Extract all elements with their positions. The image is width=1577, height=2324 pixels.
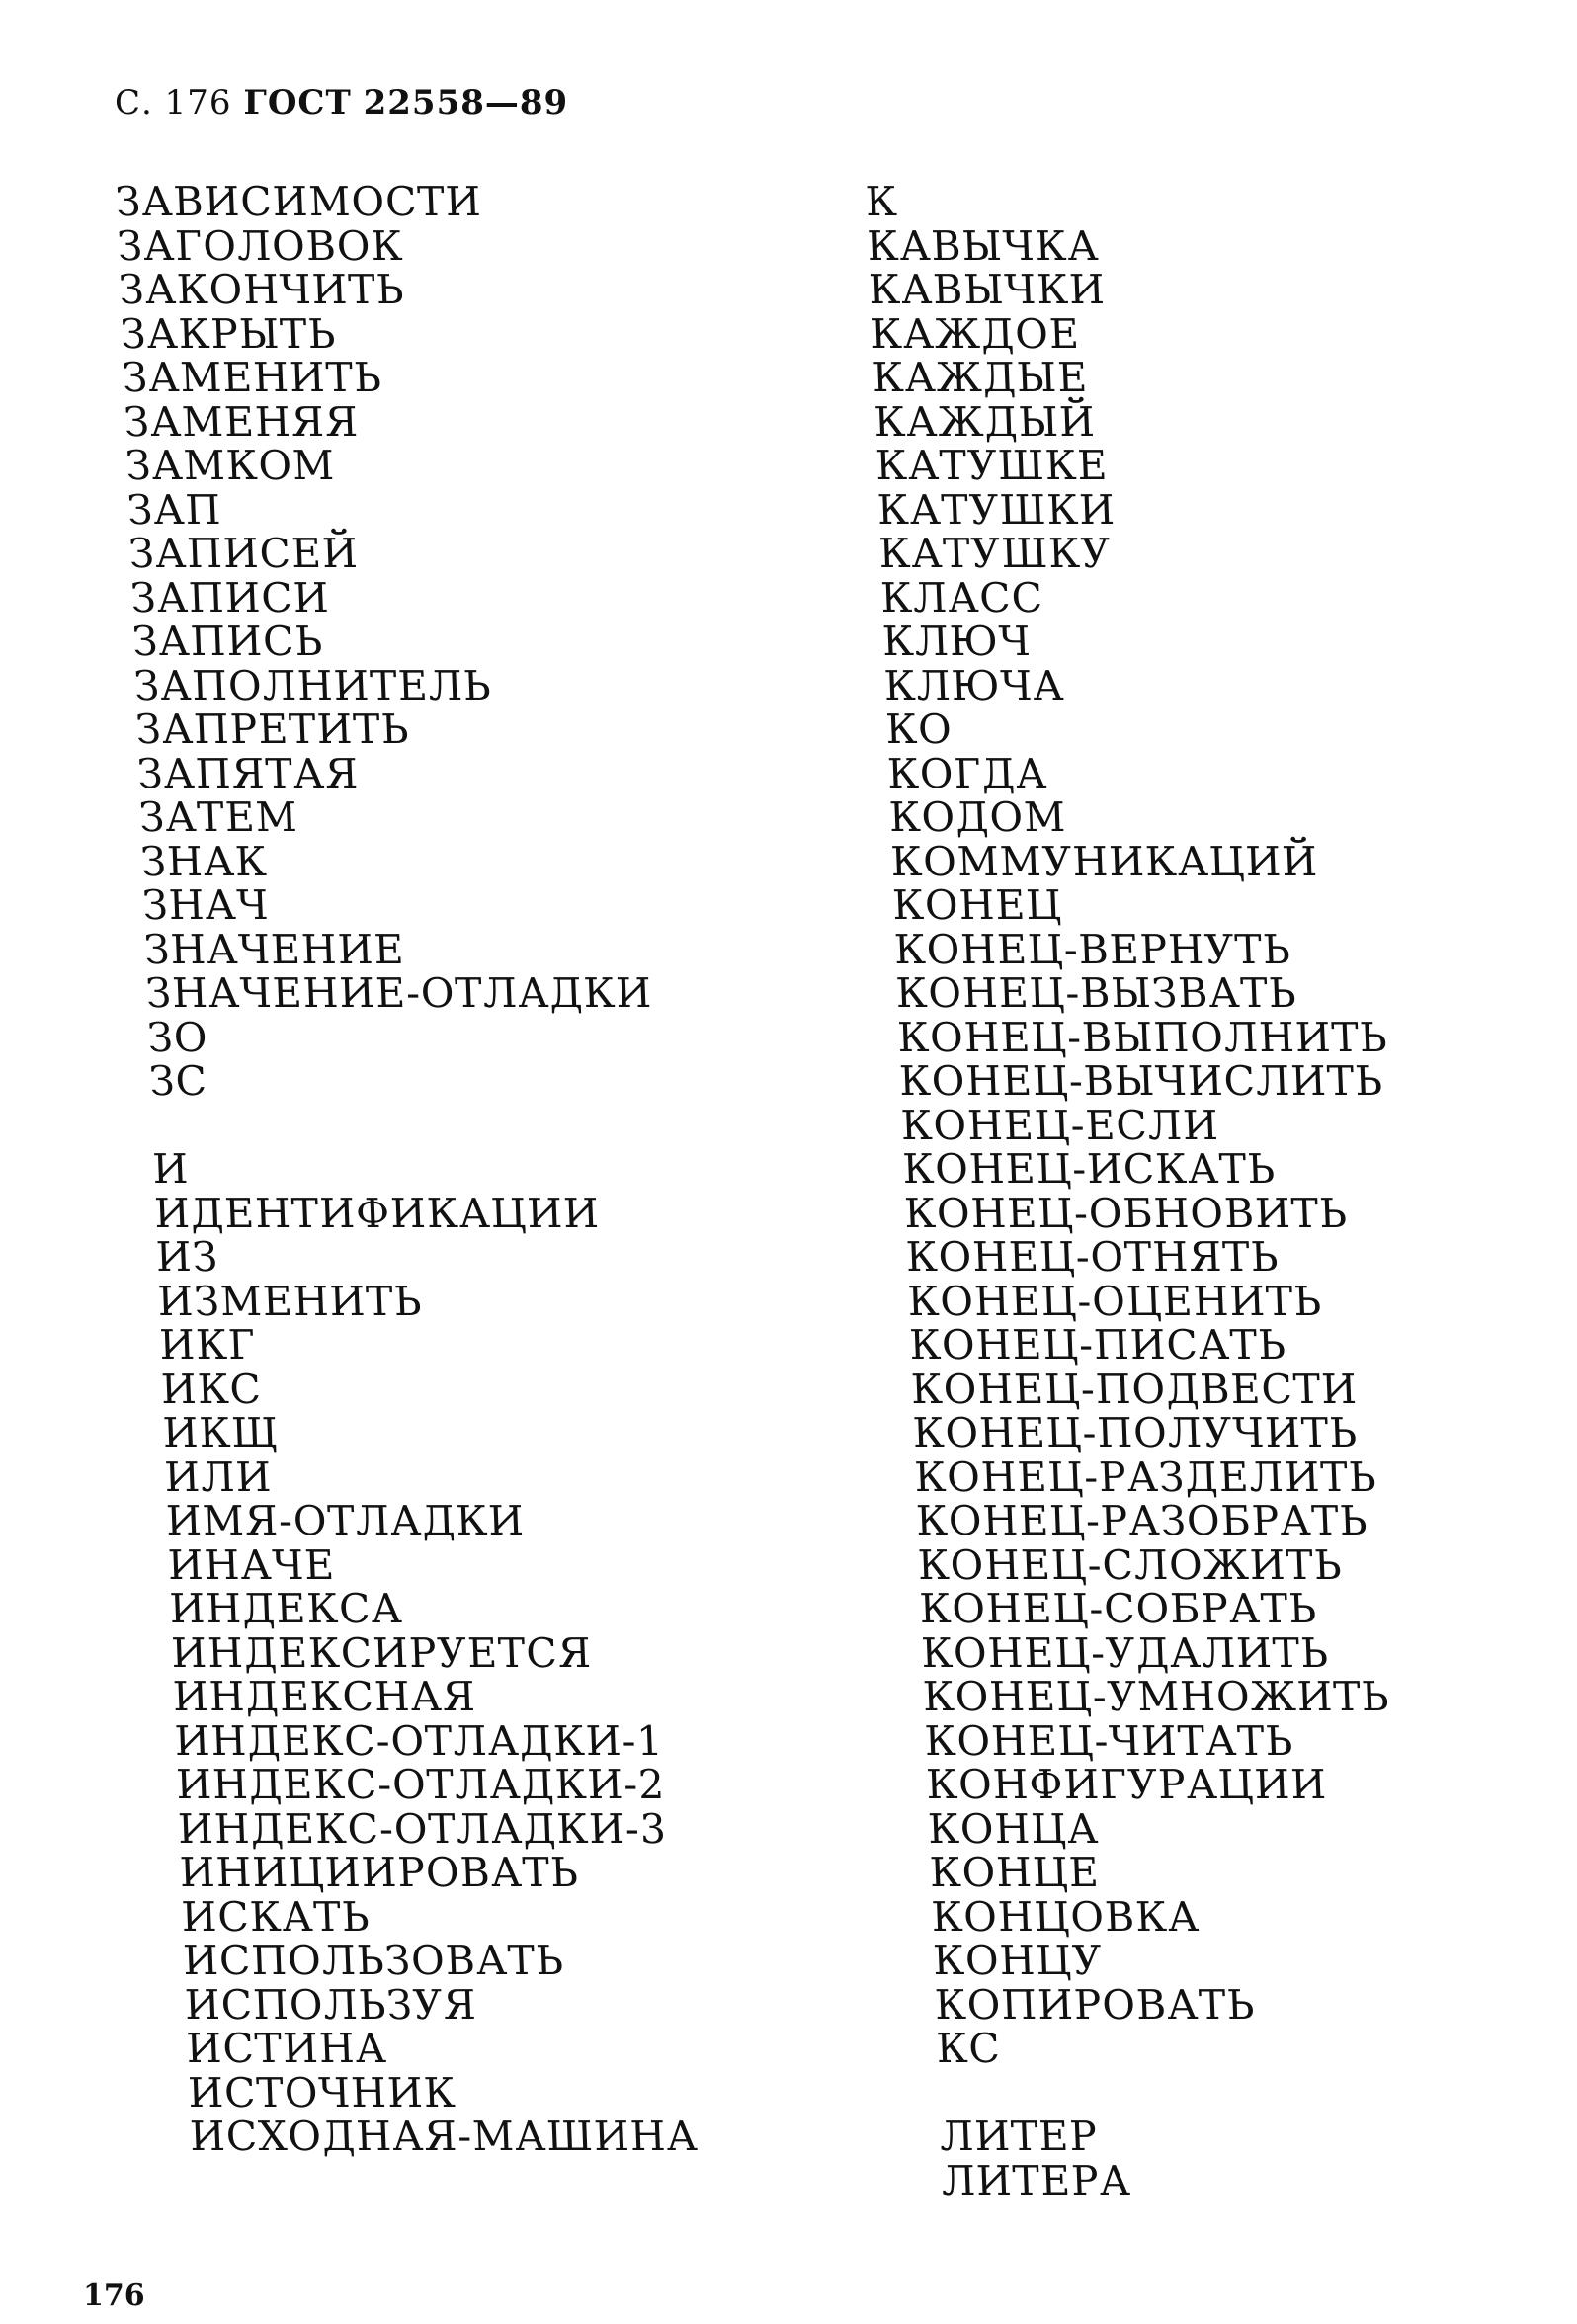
keyword-item: КОНЕЦ-ЕСЛИ xyxy=(899,1101,1220,1149)
keyword-item: КОНЕЦ-ПОЛУЧИТЬ xyxy=(911,1409,1359,1456)
keyword-item: КАТУШКИ xyxy=(875,485,1117,534)
keyword-item: КЛЮЧ xyxy=(881,618,1033,665)
keyword-item: КОНФИГУРАЦИИ xyxy=(925,1761,1328,1808)
keyword-item: ИКГ xyxy=(158,1321,257,1369)
keyword-item: ЗО xyxy=(146,1013,209,1061)
keyword-item: КАЖДЫЙ xyxy=(872,397,1097,446)
keyword-item: ЗС xyxy=(148,1057,208,1105)
keyword-item: ИНДЕКС-ОТЛАДКИ-3 xyxy=(177,1804,668,1853)
keyword-item: ИНДЕКС-ОТЛАДКИ-1 xyxy=(173,1716,665,1765)
keyword-item: КЛЮЧА xyxy=(882,661,1066,709)
keyword-item: ИКС xyxy=(160,1365,263,1413)
keyword-item: ИСТОЧНИК xyxy=(187,2068,457,2116)
keyword-item: КОНЕЦ-УМНОЖИТЬ xyxy=(922,1673,1391,1720)
keyword-item: КОНЕЦ-ОТНЯТЬ xyxy=(904,1233,1281,1281)
keyword-item: ЗАМКОМ xyxy=(124,442,336,489)
keyword-item: КАТУШКУ xyxy=(877,530,1113,577)
keyword-item: ИМЯ-ОТЛАДКИ xyxy=(165,1497,526,1544)
keyword-item: К xyxy=(864,178,899,225)
header-standard: ГОСТ xyxy=(243,83,352,123)
page-number: 176 xyxy=(83,2279,145,2313)
keyword-item: ИКЩ xyxy=(161,1409,280,1456)
keyword-item: ЗАПИСЬ xyxy=(131,618,324,665)
keyword-item: КОДОМ xyxy=(887,793,1067,841)
keyword-item: ЗНАЧЕНИЕ-ОТЛАДКИ xyxy=(144,969,653,1017)
keyword-item: ИСТИНА xyxy=(185,2025,388,2072)
keyword-item: КС xyxy=(935,2025,1002,2072)
keyword-item: ЗАП xyxy=(125,485,223,534)
page-header xyxy=(115,83,568,123)
keyword-item: КОНЕЦ-РАЗОБРАТЬ xyxy=(915,1497,1370,1544)
keyword-item: КОНЕЦ-ВЫЗВАТЬ xyxy=(894,969,1298,1017)
keyword-item: ИНДЕКСИРУЕТСЯ xyxy=(170,1628,593,1677)
keyword-list-right xyxy=(865,180,1433,2202)
keyword-item: ЗАВИСИМОСТИ xyxy=(114,178,483,225)
keyword-item: ИНДЕКС-ОТЛАДКИ-2 xyxy=(175,1761,667,1808)
section-gap xyxy=(150,1104,660,1148)
keyword-item: ИНДЕКСНАЯ xyxy=(172,1673,477,1720)
header-standard-number: 22558—89 xyxy=(363,83,569,123)
keyword-item: КОНЦУ xyxy=(932,1937,1104,1984)
keyword-item: КОНЕЦ-УДАЛИТЬ xyxy=(920,1628,1330,1677)
keyword-item: КОНЕЦ-СЛОЖИТЬ xyxy=(916,1540,1344,1589)
keyword-item: КОНЕЦ-ВЫПОЛНИТЬ xyxy=(896,1013,1389,1061)
keyword-item: ИСПОЛЬЗОВАТЬ xyxy=(182,1937,565,1984)
keyword-item: КОНЕЦ-ВЕРНУТЬ xyxy=(892,925,1292,973)
keyword-item: ЗАКРЫТЬ xyxy=(120,309,338,358)
keyword-item: И xyxy=(151,1145,191,1193)
keyword-item: ИСПОЛЬЗУЯ xyxy=(184,1980,478,2029)
keyword-item: КОНЕЦ-РАЗДЕЛИТЬ xyxy=(913,1452,1378,1501)
keyword-item: ЗАГОЛОВОК xyxy=(116,221,405,270)
keyword-item: КО xyxy=(884,706,954,753)
keyword-item: ЗАТЕМ xyxy=(137,793,299,841)
keyword-item: ИЗМЕНИТЬ xyxy=(156,1277,424,1325)
keyword-item: КАТУШКЕ xyxy=(874,442,1110,489)
keyword-item: ИНДЕКСА xyxy=(168,1585,404,1632)
keyword-item: КОПИРОВАТЬ xyxy=(934,1980,1257,2029)
keyword-item: КОНЕЦ xyxy=(891,881,1063,929)
keyword-item: ЗАПИСИ xyxy=(129,573,331,622)
section-gap xyxy=(938,2071,1430,2116)
keyword-item: КАЖДЫЕ xyxy=(871,354,1090,401)
keyword-item: ЗАПЯТАЯ xyxy=(136,749,360,797)
keyword-item: КОНЕЦ-ПОДВЕСТИ xyxy=(910,1365,1359,1413)
keyword-item: КОНЕЦ-СОБРАТЬ xyxy=(918,1585,1318,1632)
keyword-item: КОГДА xyxy=(886,749,1048,797)
keyword-item: ЛИТЕР xyxy=(939,2113,1099,2160)
keyword-item: КОНЕЦ-ОБНОВИТЬ xyxy=(903,1189,1349,1237)
keyword-item: ЗНАЧЕНИЕ xyxy=(142,925,406,973)
keyword-item: КОНЕЦ-ИСКАТЬ xyxy=(901,1145,1277,1193)
keyword-item: ЛИТЕРА xyxy=(940,2156,1132,2204)
keyword-item: ЗАПИСЕЙ xyxy=(127,530,360,577)
header-page-label: С. 176 xyxy=(115,83,232,123)
keyword-item: КАВЫЧКА xyxy=(866,221,1101,270)
keyword-item: КАЖДОЕ xyxy=(870,309,1081,358)
keyword-item: ЗАМЕНЯЯ xyxy=(123,397,360,446)
keyword-item: ЗАМЕНИТЬ xyxy=(121,354,383,401)
keyword-item: КОНЦА xyxy=(927,1804,1100,1853)
keyword-item: ИСКАТЬ xyxy=(180,1892,372,1941)
keyword-item: КОММУНИКАЦИЙ xyxy=(889,837,1319,885)
keyword-item: КАВЫЧКИ xyxy=(868,266,1107,313)
keyword-item: ЗНАК xyxy=(139,837,269,885)
keyword-item: ЗАКОНЧИТЬ xyxy=(118,266,406,313)
keyword-item: ИСХОДНАЯ-МАШИНА xyxy=(189,2113,700,2160)
keyword-item: КОНЕЦ-ЧИТАТЬ xyxy=(923,1716,1295,1765)
keyword-item: КОНЕЦ-ПИСАТЬ xyxy=(908,1321,1287,1369)
keyword-item: КЛАСС xyxy=(879,573,1044,622)
keyword-item: ИЛИ xyxy=(163,1452,274,1501)
keyword-item: КОНЕЦ-ОЦЕНИТЬ xyxy=(906,1277,1323,1325)
keyword-item: ИДЕНТИФИКАЦИИ xyxy=(153,1189,601,1237)
keyword-item: ЗАПРЕТИТЬ xyxy=(134,706,411,753)
keyword-item: КОНЦЕ xyxy=(928,1849,1101,1896)
keyword-item: ИЗ xyxy=(154,1233,220,1281)
keyword-item: ЗНАЧ xyxy=(141,881,271,929)
keyword-list-left xyxy=(115,180,699,2159)
keyword-item: ИНАЧЕ xyxy=(166,1540,336,1589)
keyword-item: КОНЦОВКА xyxy=(930,1892,1201,1941)
keyword-item: КОНЕЦ-ВЫЧИСЛИТЬ xyxy=(898,1057,1384,1105)
keyword-item: ЗАПОЛНИТЕЛЬ xyxy=(132,661,493,709)
keyword-item: ИНИЦИИРОВАТЬ xyxy=(178,1849,580,1896)
